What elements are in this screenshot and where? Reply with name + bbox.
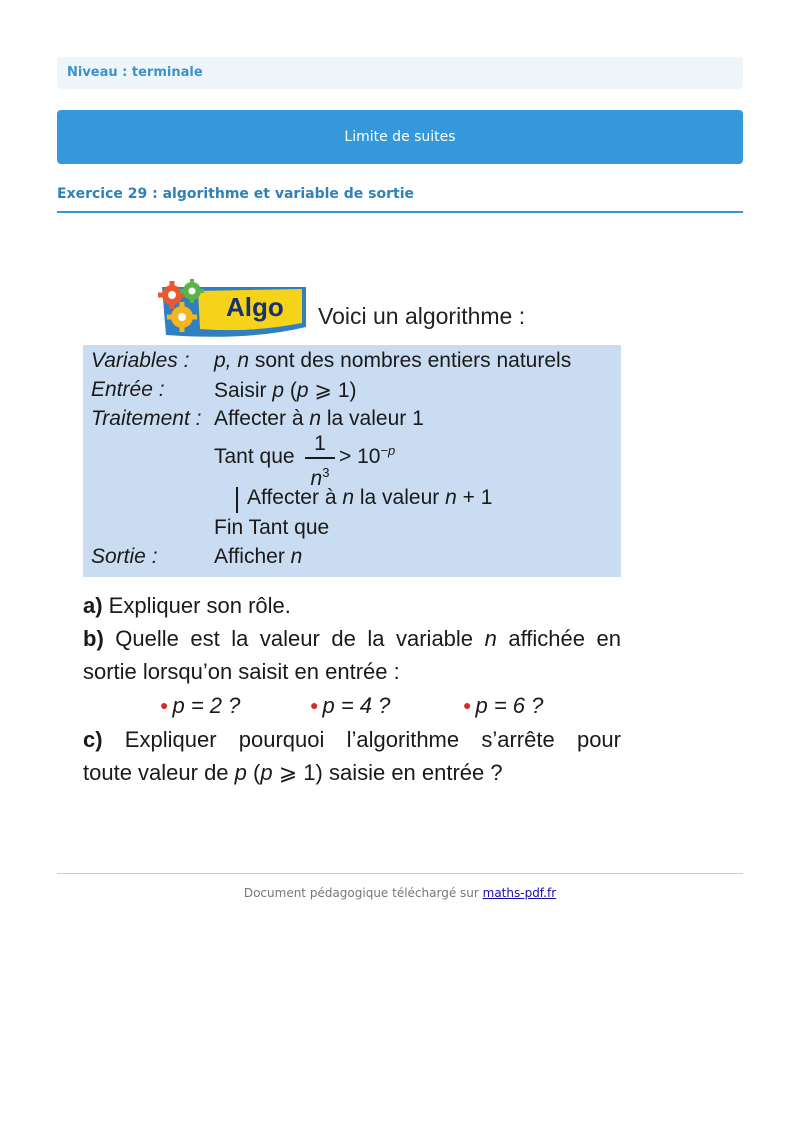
algorithm-box bbox=[83, 345, 621, 577]
footer bbox=[0, 886, 800, 900]
question-b-line2: sortie lorsqu’on saisit en entrée : bbox=[83, 659, 400, 684]
footer-text: Document pédagogique téléchargé sur bbox=[243, 886, 483, 900]
traitement-key: Traitement : bbox=[91, 407, 202, 430]
entree-key: Entrée : bbox=[91, 378, 165, 401]
question-b-case-3: ● p = 6 ? bbox=[463, 693, 544, 718]
sortie-key: Sortie : bbox=[91, 545, 158, 568]
intro-text: Voici un algorithme : bbox=[318, 303, 526, 329]
question-b: b) Quelle est la valeur de la variable n affichée en bbox=[83, 626, 621, 651]
level-badge: Niveau : terminale bbox=[57, 57, 743, 89]
condition-rest: > $10^{-p}$ bbox=[339, 443, 396, 468]
footer-link[interactable]: maths-pdf.fr bbox=[482, 886, 557, 900]
loop-body: Affecter à n la valeur n + 1 bbox=[247, 486, 493, 509]
entree-value: Saisir p (p ⩾ 1) bbox=[214, 379, 357, 402]
question-b-case-1: ● p = 2 ? bbox=[160, 693, 241, 718]
traitement-value: Affecter à n la valeur 1 bbox=[214, 407, 424, 430]
exercise-image bbox=[80, 275, 625, 795]
fin-tant-que: Fin Tant que bbox=[214, 516, 330, 539]
question-c-line2: toute valeur de p (p ⩾ 1) saisie en entrée ? bbox=[83, 760, 503, 785]
loop-bar bbox=[236, 487, 238, 513]
question-b-case-2: ● p = 4 ? bbox=[310, 693, 391, 718]
question-a: a) Expliquer son rôle. bbox=[83, 593, 291, 618]
exercise-title: Exercice 29 : algorithme et variable de sortie bbox=[57, 186, 743, 213]
footer-divider bbox=[57, 873, 743, 874]
tant-que-label: Tant que bbox=[214, 445, 295, 468]
fraction: 1 $n^3$ bbox=[305, 433, 335, 491]
variables-key: Variables : bbox=[91, 349, 190, 372]
question-c: c) Expliquer pourquoi l’algorithme s’arrête pour bbox=[83, 727, 621, 752]
algo-logo-text: Algo bbox=[226, 292, 284, 322]
variables-value: p, n sont des nombres entiers naturels bbox=[214, 349, 572, 372]
sortie-value: Afficher n bbox=[214, 545, 303, 568]
chapter-title: Limite de suites bbox=[57, 110, 743, 164]
